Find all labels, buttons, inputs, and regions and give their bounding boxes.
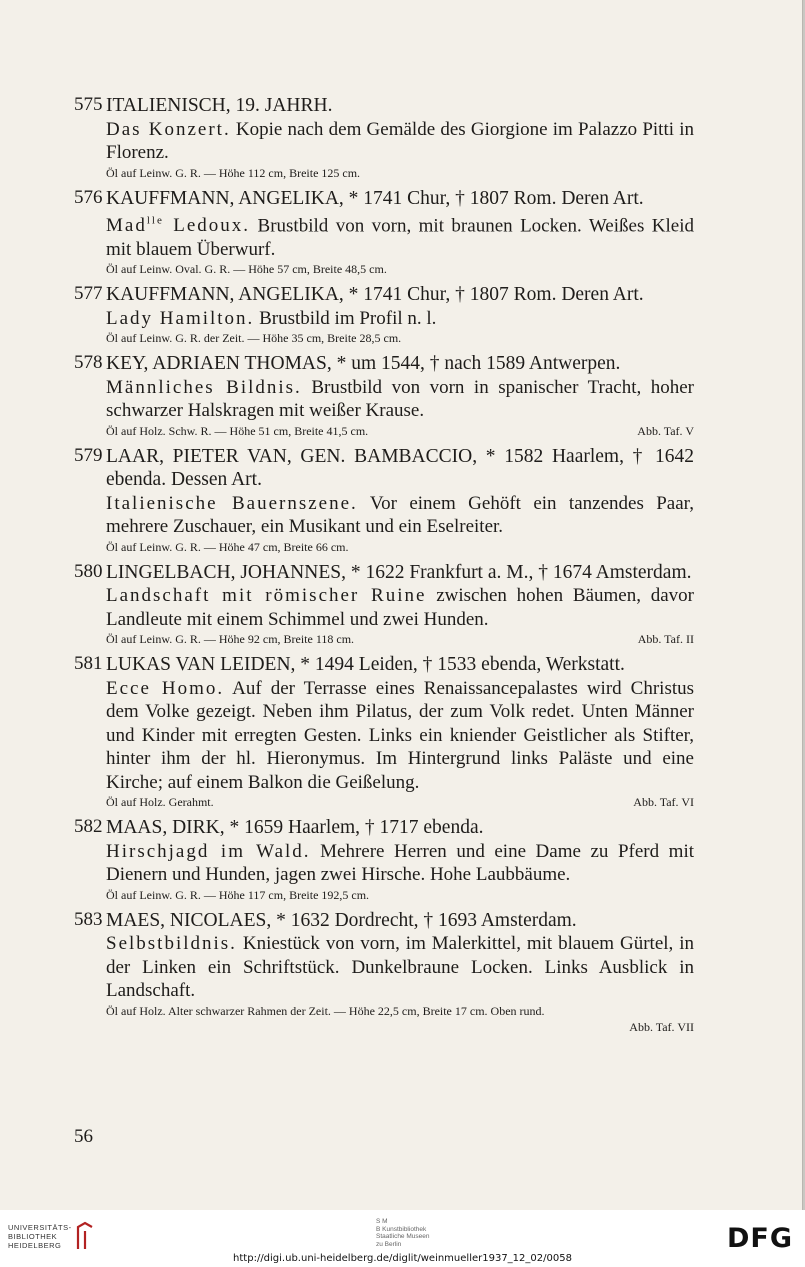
- entry-meta: [106, 330, 694, 346]
- title-part: Mad: [106, 215, 147, 237]
- entry-description: [106, 840, 694, 887]
- dfg-logo: DFG: [726, 1223, 793, 1254]
- library-stamp: [376, 1218, 429, 1248]
- catalogue-entry: [74, 816, 694, 903]
- entry-meta: [106, 1003, 694, 1035]
- artwork-title: Hirschjagd im Wald.: [106, 840, 311, 862]
- entry-number: 580: [74, 560, 103, 582]
- description-text: Kniestück von vorn, im Malerkittel, mit blauem Gürtel, in der Linken ein Schriftstück. Dunkelbraune Locken. Links Ausblick in Landschaft.: [106, 933, 694, 1002]
- catalogue-entry: [74, 909, 694, 1035]
- source-url[interactable]: http://digi.ub.uni-heidelberg.de/diglit/weinmueller1937_12_02/0058: [233, 1253, 572, 1264]
- stamp-line: zu Berlin: [376, 1240, 402, 1248]
- entry-number: 579: [74, 444, 103, 466]
- entry-description: [106, 307, 694, 331]
- title-superscript: lle: [146, 215, 164, 227]
- artwork-title: [106, 215, 250, 236]
- title-part: Ledoux.: [163, 215, 251, 237]
- catalogue-entry: [74, 187, 694, 278]
- entry-description: [106, 677, 694, 795]
- artist-heading: KEY, ADRIAEN THOMAS, * um 1544, † nach 1589 Antwerpen.: [106, 353, 621, 375]
- plate-reference: Abb. Taf. II: [637, 632, 694, 647]
- artist-heading: LUKAS VAN LEIDEN, * 1494 Leiden, † 1533 ebenda, Werkstatt.: [106, 654, 625, 676]
- artist-heading: KAUFFMANN, ANGELIKA, * 1741 Chur, † 1807 Rom. Deren Art.: [106, 284, 644, 306]
- entry-number: 581: [74, 653, 103, 675]
- medium-dimensions: Öl auf Leinw. G. R. — Höhe 112 cm, Breite 125 cm.: [106, 165, 361, 180]
- artwork-title: Ecce Homo.: [106, 677, 225, 699]
- artwork-title: Landschaft mit römischer Ruine: [106, 585, 427, 607]
- artist-heading: KAUFFMANN, ANGELIKA, * 1741 Chur, † 1807 Rom. Deren Art.: [106, 187, 644, 209]
- plate-reference: Abb. Taf. V: [637, 423, 694, 438]
- entry-number: 575: [74, 94, 103, 115]
- entry-number: 583: [74, 908, 103, 930]
- medium-dimensions: Öl auf Leinw. Oval. G. R. — Höhe 57 cm, Breite 48,5 cm.: [106, 262, 387, 277]
- artist-heading: LAAR, PIETER VAN, GEN. BAMBACCIO, * 1582 Haarlem, † 1642 ebenda. Dessen Art.: [106, 445, 694, 491]
- digitization-footer: [0, 1210, 805, 1267]
- entry-description: [106, 118, 694, 165]
- medium-dimensions: Öl auf Holz. Alter schwarzer Rahmen der Zeit. — Höhe 22,5 cm, Breite 17 cm. Oben rund.: [106, 1003, 545, 1018]
- catalogue-entry: [74, 445, 694, 555]
- entry-description: [106, 932, 694, 1003]
- entry-description: [106, 210, 694, 261]
- library-name: [8, 1223, 72, 1250]
- artwork-title: Das Konzert.: [106, 118, 231, 140]
- medium-dimensions: Öl auf Holz. Schw. R. — Höhe 51 cm, Breite 41,5 cm.: [106, 423, 369, 438]
- artist-heading: MAAS, DIRK, * 1659 Haarlem, † 1717 ebenda.: [106, 817, 484, 839]
- entry-meta: [106, 887, 694, 903]
- artwork-title: Selbstbildnis.: [106, 933, 237, 955]
- entry-description: [106, 376, 694, 423]
- description-text: Auf der Terrasse eines Renaissancepalastes wird Christus dem Volke gezeigt. Neben ihm Pilatus, der zum Volk redet. Unten Männer und Kinder mit erregten Gesten. Links ein kniender Geistlicher als Stifter, hinter ihm der hl. Hieronymus. Im Hintergrund links Paläste und eine Kirche; auf einem Balkon die Geißelung.: [106, 677, 695, 793]
- entry-number: 578: [74, 352, 103, 374]
- artwork-title: Lady Hamilton.: [106, 307, 255, 329]
- description-text: Brustbild von vorn in spanischer Tracht, hoher schwarzer Halskragen mit weißer Krause.: [106, 376, 694, 422]
- entry-number: 576: [74, 186, 103, 208]
- artwork-title: Italienische Bauernszene.: [106, 492, 358, 514]
- medium-dimensions: Öl auf Leinw. G. R. — Höhe 117 cm, Breite 192,5 cm.: [106, 887, 370, 902]
- entry-description: [106, 492, 694, 539]
- stamp-line: B Kunstbibliothek: [376, 1225, 427, 1233]
- entry-meta: [106, 423, 694, 439]
- entry-meta: [106, 539, 694, 555]
- catalogue-entry: [74, 94, 694, 181]
- medium-dimensions: Öl auf Leinw. G. R. — Höhe 47 cm, Breite 66 cm.: [106, 539, 349, 554]
- description-text: zwischen hohen Bäumen, davor Landleute mit einem Schimmel und zwei Hunden.: [106, 585, 694, 630]
- entry-number: 582: [74, 816, 103, 838]
- university-library-logo: [8, 1221, 94, 1251]
- description-text: Mehrere Herren und eine Dame zu Pferd mit Dienern und Hunden, jagen zwei Hirsche. Hohe Laubbäume.: [106, 840, 694, 886]
- entry-meta: [106, 261, 694, 277]
- artwork-title: Männliches Bildnis.: [106, 376, 302, 398]
- description-text: Vor einem Gehöft ein tanzendes Paar, mehrere Zuschauer, ein Musikant und ein Eselreiter.: [106, 492, 694, 538]
- description-text: Brustbild von vorn, mit braunen Locken. Weißes Kleid mit blauem Überwurf.: [106, 215, 694, 260]
- entry-meta: [106, 794, 694, 810]
- entry-description: [106, 584, 694, 631]
- catalogue-entries: [74, 94, 694, 1041]
- medium-dimensions: Öl auf Leinw. G. R. — Höhe 92 cm, Breite 118 cm.: [106, 632, 355, 647]
- catalogue-entry: [74, 561, 694, 648]
- artist-heading: ITALIENISCH, 19. JAHRH.: [106, 95, 333, 116]
- library-emblem-icon: [76, 1221, 94, 1251]
- artist-heading: LINGELBACH, JOHANNES, * 1622 Frankfurt a. M., † 1674 Amsterdam.: [106, 561, 692, 583]
- description-text: Kopie nach dem Gemälde des Giorgione im Palazzo Pitti in Florenz.: [106, 118, 694, 163]
- page-number: 56: [74, 1126, 93, 1147]
- catalogue-entry: [74, 352, 694, 439]
- plate-reference: Abb. Taf. VI: [633, 795, 694, 810]
- catalogue-entry: [74, 653, 694, 810]
- entry-number: 577: [74, 283, 103, 305]
- description-text: Brustbild im Profil n. l.: [259, 307, 437, 329]
- artist-heading: MAES, NICOLAES, * 1632 Dordrecht, † 1693 Amsterdam.: [106, 909, 577, 931]
- catalogue-entry: [74, 283, 694, 346]
- medium-dimensions: Öl auf Holz. Gerahmt.: [106, 795, 214, 810]
- library-name-line: UNIVERSITÄTS-: [8, 1222, 72, 1232]
- stamp-line: Staatliche Museen: [376, 1233, 430, 1240]
- plate-reference: Abb. Taf. VII: [629, 1019, 694, 1034]
- medium-dimensions: Öl auf Leinw. G. R. der Zeit. — Höhe 35 cm, Breite 28,5 cm.: [106, 331, 402, 346]
- stamp-line: S M: [376, 1218, 388, 1225]
- library-name-line: HEIDELBERG: [8, 1240, 62, 1250]
- library-name-line: BIBLIOTHEK: [8, 1231, 58, 1241]
- entry-meta: [106, 165, 694, 181]
- entry-meta: [106, 631, 694, 647]
